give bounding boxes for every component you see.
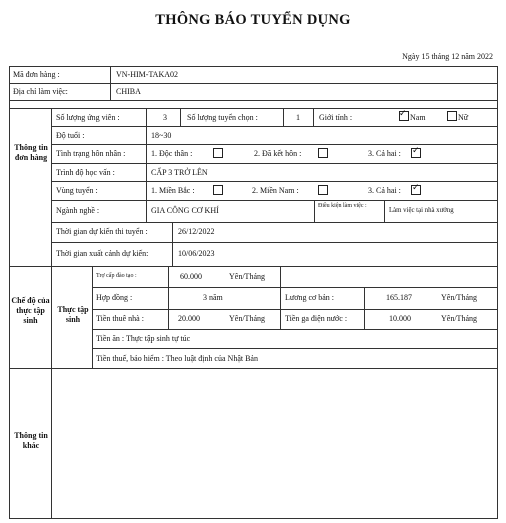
base-salary-unit: Yên/Tháng <box>441 293 477 302</box>
page-title: THÔNG BÁO TUYỂN DỤNG <box>155 12 351 28</box>
marital-married-label: 2. Đã kết hôn : <box>254 149 302 158</box>
gender-male-label: Nam <box>410 113 426 122</box>
rule <box>384 200 385 222</box>
rule <box>9 66 497 67</box>
selected-value: 1 <box>296 113 300 122</box>
departure-date-value: 10/06/2023 <box>178 249 215 258</box>
education-label: Trình độ học vấn : <box>56 168 115 177</box>
rule <box>51 242 497 243</box>
departure-date-label: Thời gian xuất cảnh dự kiến: <box>56 249 149 258</box>
rule <box>51 181 497 182</box>
marital-label: Tình trạng hôn nhân : <box>56 149 126 158</box>
rule <box>9 368 497 369</box>
workplace-label: Địa chỉ làm việc: <box>13 87 68 96</box>
contract-label: Hợp đồng : <box>96 293 133 302</box>
region-north-checkbox[interactable] <box>213 185 223 195</box>
tax-insurance-note: Tiền thuế, bảo hiểm : Theo luật định của Nhật Bản <box>96 354 258 363</box>
rent-value: 20.000 <box>178 314 200 323</box>
training-allowance-label: Trợ cấp đào tạo : <box>96 273 137 279</box>
rule <box>364 287 365 329</box>
rule <box>9 518 497 519</box>
work-condition-label: Điều kiện làm việc : <box>318 203 367 209</box>
exam-date-label: Thời gian dự kiến thi tuyển : <box>56 227 148 236</box>
base-salary-label: Lương cơ bản : <box>285 293 335 302</box>
rule <box>172 222 173 266</box>
training-allowance-unit: Yên/Tháng <box>229 272 265 281</box>
training-allowance-value: 60.000 <box>180 272 202 281</box>
rule <box>9 66 10 519</box>
rule <box>92 348 497 349</box>
gender-female-label: Nữ <box>458 113 469 122</box>
rule <box>51 222 497 223</box>
rule <box>180 108 181 126</box>
candidates-label: Số lượng ứng viên : <box>56 113 120 122</box>
meals-note: Tiền ăn : Thực tập sinh tự túc <box>96 334 191 343</box>
base-salary-value: 165.187 <box>386 293 412 302</box>
marital-married-checkbox[interactable] <box>318 148 328 158</box>
check-mark-icon: ✓ <box>412 183 420 193</box>
rule <box>9 100 497 101</box>
rule <box>146 108 147 222</box>
rule <box>51 108 52 519</box>
rule <box>51 126 497 127</box>
rule <box>110 66 111 101</box>
region-both-label: 3. Cả hai : <box>368 186 401 195</box>
marital-both-label: 3. Cả hai : <box>368 149 401 158</box>
age-label: Độ tuổi : <box>56 131 85 140</box>
region-south-checkbox[interactable] <box>318 185 328 195</box>
gender-label: Giới tính : <box>319 113 353 122</box>
rule <box>168 266 169 329</box>
rule <box>92 266 93 368</box>
rule <box>314 200 315 222</box>
region-south-label: 2. Miền Nam : <box>252 186 299 195</box>
selected-label: Số lượng tuyển chọn : <box>187 113 258 122</box>
section-other: Thông tin khác <box>14 431 48 450</box>
marital-single-checkbox[interactable] <box>213 148 223 158</box>
rule <box>51 144 497 145</box>
section-order-info: Thông tin đơn hàng <box>14 143 48 162</box>
utility-label: Tiền ga điện nước : <box>285 314 348 323</box>
rule <box>9 266 497 267</box>
utility-unit: Yên/Tháng <box>441 314 477 323</box>
rule <box>51 200 497 201</box>
rule <box>497 66 498 519</box>
order-code-label: Mã đơn hàng : <box>13 70 60 79</box>
contract-value: 3 năm <box>203 293 223 302</box>
gender-female-checkbox[interactable] <box>447 111 457 121</box>
rule <box>283 108 284 126</box>
workplace-value: CHIBA <box>116 87 141 96</box>
region-label: Vùng tuyển : <box>56 186 98 195</box>
check-mark-icon: ✓ <box>399 109 407 119</box>
rule <box>92 329 497 330</box>
rule <box>9 108 497 109</box>
candidates-value: 3 <box>163 113 167 122</box>
rule <box>51 163 497 164</box>
marital-single-label: 1. Độc thân : <box>151 149 193 158</box>
rule <box>280 266 281 329</box>
section-benefits: Chế độ của thực tập sinh <box>11 296 50 325</box>
work-condition-value: Làm việc tại nhà xưởng <box>389 207 454 214</box>
region-north-label: 1. Miền Bắc : <box>151 186 195 195</box>
industry-value: GIA CÔNG CƠ KHÍ <box>151 206 219 215</box>
rule <box>9 83 497 84</box>
age-value: 18~30 <box>151 131 172 140</box>
check-mark-icon: ✓ <box>412 146 420 156</box>
rent-unit: Yên/Tháng <box>229 314 265 323</box>
rule <box>313 108 314 126</box>
utility-value: 10.000 <box>389 314 411 323</box>
rent-label: Tiền thuê nhà : <box>96 314 144 323</box>
industry-label: Ngành nghề : <box>56 206 100 215</box>
issue-date: Ngày 15 tháng 12 năm 2022 <box>402 52 493 61</box>
order-code-value: VN-HIM-TAKA02 <box>116 70 179 79</box>
education-value: CẤP 3 TRỞ LÊN <box>151 168 208 177</box>
rule <box>92 287 497 288</box>
exam-date-value: 26/12/2022 <box>178 227 215 236</box>
section-trainee: Thực tập sinh <box>57 305 89 324</box>
rule <box>92 309 497 310</box>
